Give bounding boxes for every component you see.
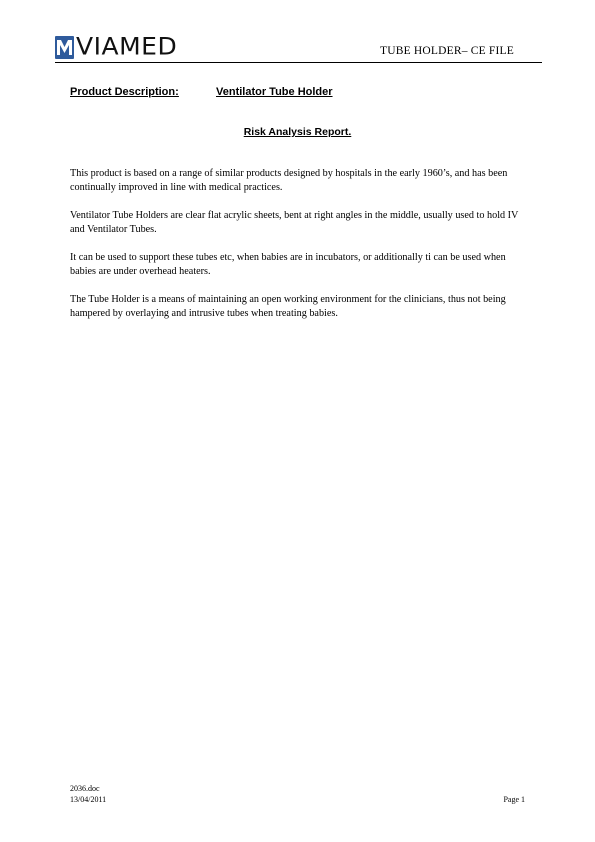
header-divider [55,62,542,63]
page-footer [70,783,525,805]
product-description-line [70,86,333,98]
viamed-logo-icon [55,36,74,59]
page-header [55,32,542,64]
footer-page-number: Page 1 [503,795,525,804]
footer-date: 13/04/2011 [70,795,107,804]
footer-filename: 2036.doc [70,784,100,793]
paragraph: It can be used to support these tubes etc, when babies are in incubators, or additionally ti can be used when babies are under overhead heaters. [70,252,506,277]
viamed-logo [55,32,177,62]
paragraph: The Tube Holder is a means of maintaining an open working environment for the clinicians, thus not being hampered by overlaying and intrusive tubes when treating babies. [70,294,506,319]
report-title: Risk Analysis Report. [243,126,352,138]
product-label-text: Product Description: [70,86,179,98]
document-body [70,167,528,335]
logo-text: VIAMED [76,32,178,61]
product-name: Ventilator Tube Holder [216,86,333,98]
paragraph: This product is based on a range of similar products designed by hospitals in the early 1960’s, and has been continually improved in line with medical practices. [70,168,508,193]
paragraph: Ventilator Tube Holders are clear flat acrylic sheets, bent at right angles in the middle, usually used to hold IV and Ventilator Tubes. [70,210,519,235]
product-description-label [70,86,216,98]
document-header-title: TUBE HOLDER– CE FILE [379,45,514,57]
